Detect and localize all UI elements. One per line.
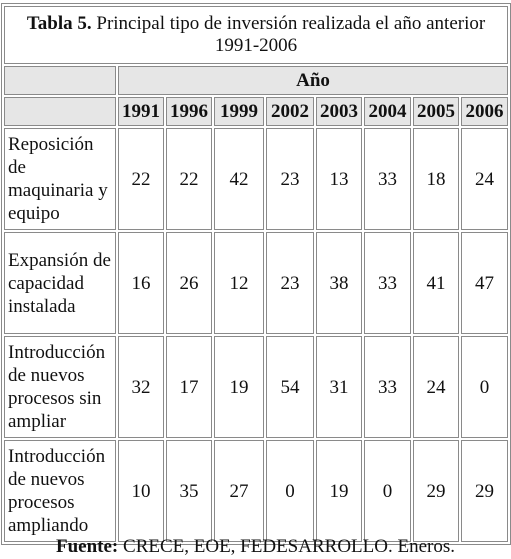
value-cell: 23 [266, 232, 314, 334]
value-cell: 41 [413, 232, 459, 334]
value-cell: 0 [364, 440, 411, 542]
table-title [4, 6, 508, 64]
value-cell: 47 [461, 232, 508, 334]
value-cell: 32 [118, 336, 164, 438]
row-label: Introducción de nuevos procesos ampliando [4, 440, 116, 542]
source-note [0, 535, 511, 559]
source-text: CRECE, EOE, FEDESARROLLO. Eneros. [123, 536, 455, 557]
table-row [4, 128, 508, 230]
value-cell: 23 [266, 128, 314, 230]
year-header-1991: 1991 [118, 97, 164, 126]
table-row [4, 440, 508, 542]
value-cell: 29 [413, 440, 459, 542]
value-cell: 17 [166, 336, 212, 438]
row-label: Introducción de nuevos procesos sin ampliar [4, 336, 116, 438]
source-label: Fuente: [56, 536, 119, 557]
header-empty-cell [4, 66, 116, 95]
years-header-row [4, 97, 508, 126]
value-cell: 13 [316, 128, 362, 230]
table-title-text: Principal tipo de inversión realizada el año anterior 1991-2006 [96, 13, 486, 56]
value-cell: 12 [214, 232, 264, 334]
value-cell: 38 [316, 232, 362, 334]
value-cell: 24 [413, 336, 459, 438]
table-body [4, 128, 508, 542]
value-cell: 24 [461, 128, 508, 230]
value-cell: 19 [316, 440, 362, 542]
year-group-header: Año [118, 66, 508, 95]
table-row [4, 232, 508, 334]
group-header-row [4, 66, 508, 95]
row-label: Reposición de maquinaria y equipo [4, 128, 116, 230]
value-cell: 33 [364, 336, 411, 438]
value-cell: 33 [364, 232, 411, 334]
value-cell: 26 [166, 232, 212, 334]
value-cell: 0 [266, 440, 314, 542]
value-cell: 16 [118, 232, 164, 334]
title-row [4, 6, 508, 64]
value-cell: 22 [118, 128, 164, 230]
header-empty-cell [4, 97, 116, 126]
value-cell: 19 [214, 336, 264, 438]
table-title-label: Tabla 5. [26, 13, 92, 34]
value-cell: 22 [166, 128, 212, 230]
year-header-2002: 2002 [266, 97, 314, 126]
value-cell: 42 [214, 128, 264, 230]
value-cell: 27 [214, 440, 264, 542]
value-cell: 29 [461, 440, 508, 542]
year-header-1999: 1999 [214, 97, 264, 126]
value-cell: 33 [364, 128, 411, 230]
table-row [4, 336, 508, 438]
row-label: Expansión de capacidad instalada [4, 232, 116, 334]
value-cell: 0 [461, 336, 508, 438]
year-header-2005: 2005 [413, 97, 459, 126]
value-cell: 10 [118, 440, 164, 542]
year-header-2006: 2006 [461, 97, 508, 126]
year-header-2004: 2004 [364, 97, 411, 126]
year-header-2003: 2003 [316, 97, 362, 126]
value-cell: 54 [266, 336, 314, 438]
investment-table [1, 3, 511, 545]
year-header-1996: 1996 [166, 97, 212, 126]
value-cell: 31 [316, 336, 362, 438]
value-cell: 18 [413, 128, 459, 230]
value-cell: 35 [166, 440, 212, 542]
